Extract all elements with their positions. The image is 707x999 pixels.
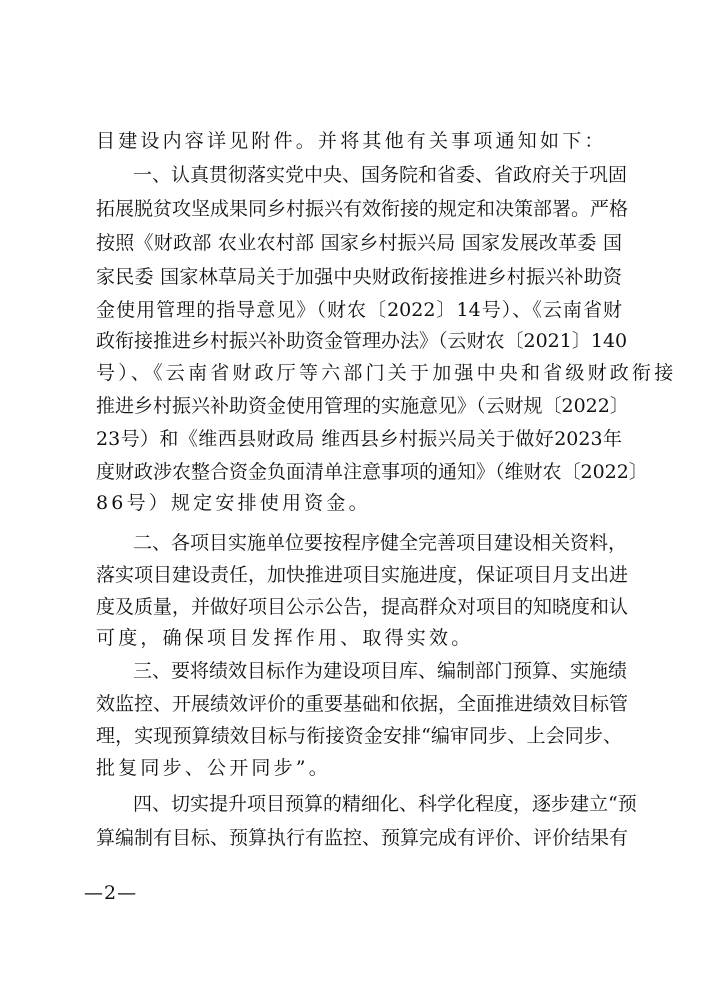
paragraph-3-line: 效监控、开展绩效评价的重要基础和依据，全面推进绩效目标管: [96, 693, 629, 715]
paragraph-1-line: 推进乡村振兴补助资金使用管理的实施意见》（云财规〔2022〕: [96, 395, 629, 417]
paragraph-1-line: 拓展脱贫攻坚成果同乡村振兴有效衔接的规定和决策部署。严格: [96, 198, 629, 220]
paragraph-4-line: 算编制有目标、预算执行有监控、预算完成有评价、评价结果有: [96, 827, 629, 849]
paragraph-1-line: 度财政涉农整合资金负面清单注意事项的通知》（维财农〔2022〕: [96, 461, 648, 483]
paragraph-1-line: 23号）和《维西县财政局 维西县乡村振兴局关于做好2023年: [96, 428, 622, 450]
paragraph-0-line: 目建设内容详见附件。并将其他有关事项通知如下：: [96, 130, 607, 152]
paragraph-2-line: 可度，确保项目发挥作用、取得实效。: [96, 627, 474, 649]
paragraph-1-line: 金使用管理的指导意见》（财农〔2022〕14号）、《云南省财: [96, 299, 622, 321]
paragraph-1-line: 政衔接推进乡村振兴补助资金管理办法》（云财农〔2021〕140: [96, 330, 628, 352]
page-number: —2—: [84, 882, 138, 904]
paragraph-1-line: 家民委 国家林草局关于加强中央财政衔接推进乡村振兴补助资: [96, 266, 622, 288]
paragraph-3-line: 三、要将绩效目标作为建设项目库、编制部门预算、实施绩: [133, 660, 628, 682]
paragraph-4-line: 四、切实提升项目预算的精细化、科学化程度，逐步建立“预: [133, 793, 637, 815]
paragraph-1-line: 号）、《云南省财政厅等六部门关于加强中央和省级财政衔接: [96, 362, 677, 384]
paragraph-2-line: 度及质量，并做好项目公示公告，提高群众对项目的知晓度和认: [96, 596, 629, 618]
paragraph-3-line: 批复同步、公开同步”。: [96, 757, 331, 779]
paragraph-1-line: 按照《财政部 农业农村部 国家乡村振兴局 国家发展改革委 国: [96, 232, 622, 254]
paragraph-2-line: 二、各项目实施单位要按程序健全完善项目建设相关资料，: [133, 532, 628, 554]
paragraph-2-line: 落实项目建设责任，加快推进项目实施进度，保证项目月支出进: [96, 564, 629, 586]
paragraph-1-line: 一、认真贯彻落实党中央、国务院和省委、省政府关于巩固: [133, 164, 628, 186]
paragraph-1-line: 86号）规定安排使用资金。: [96, 492, 371, 514]
paragraph-3-line: 理，实现预算绩效目标与衔接资金安排“编审同步、上会同步、: [96, 725, 622, 747]
